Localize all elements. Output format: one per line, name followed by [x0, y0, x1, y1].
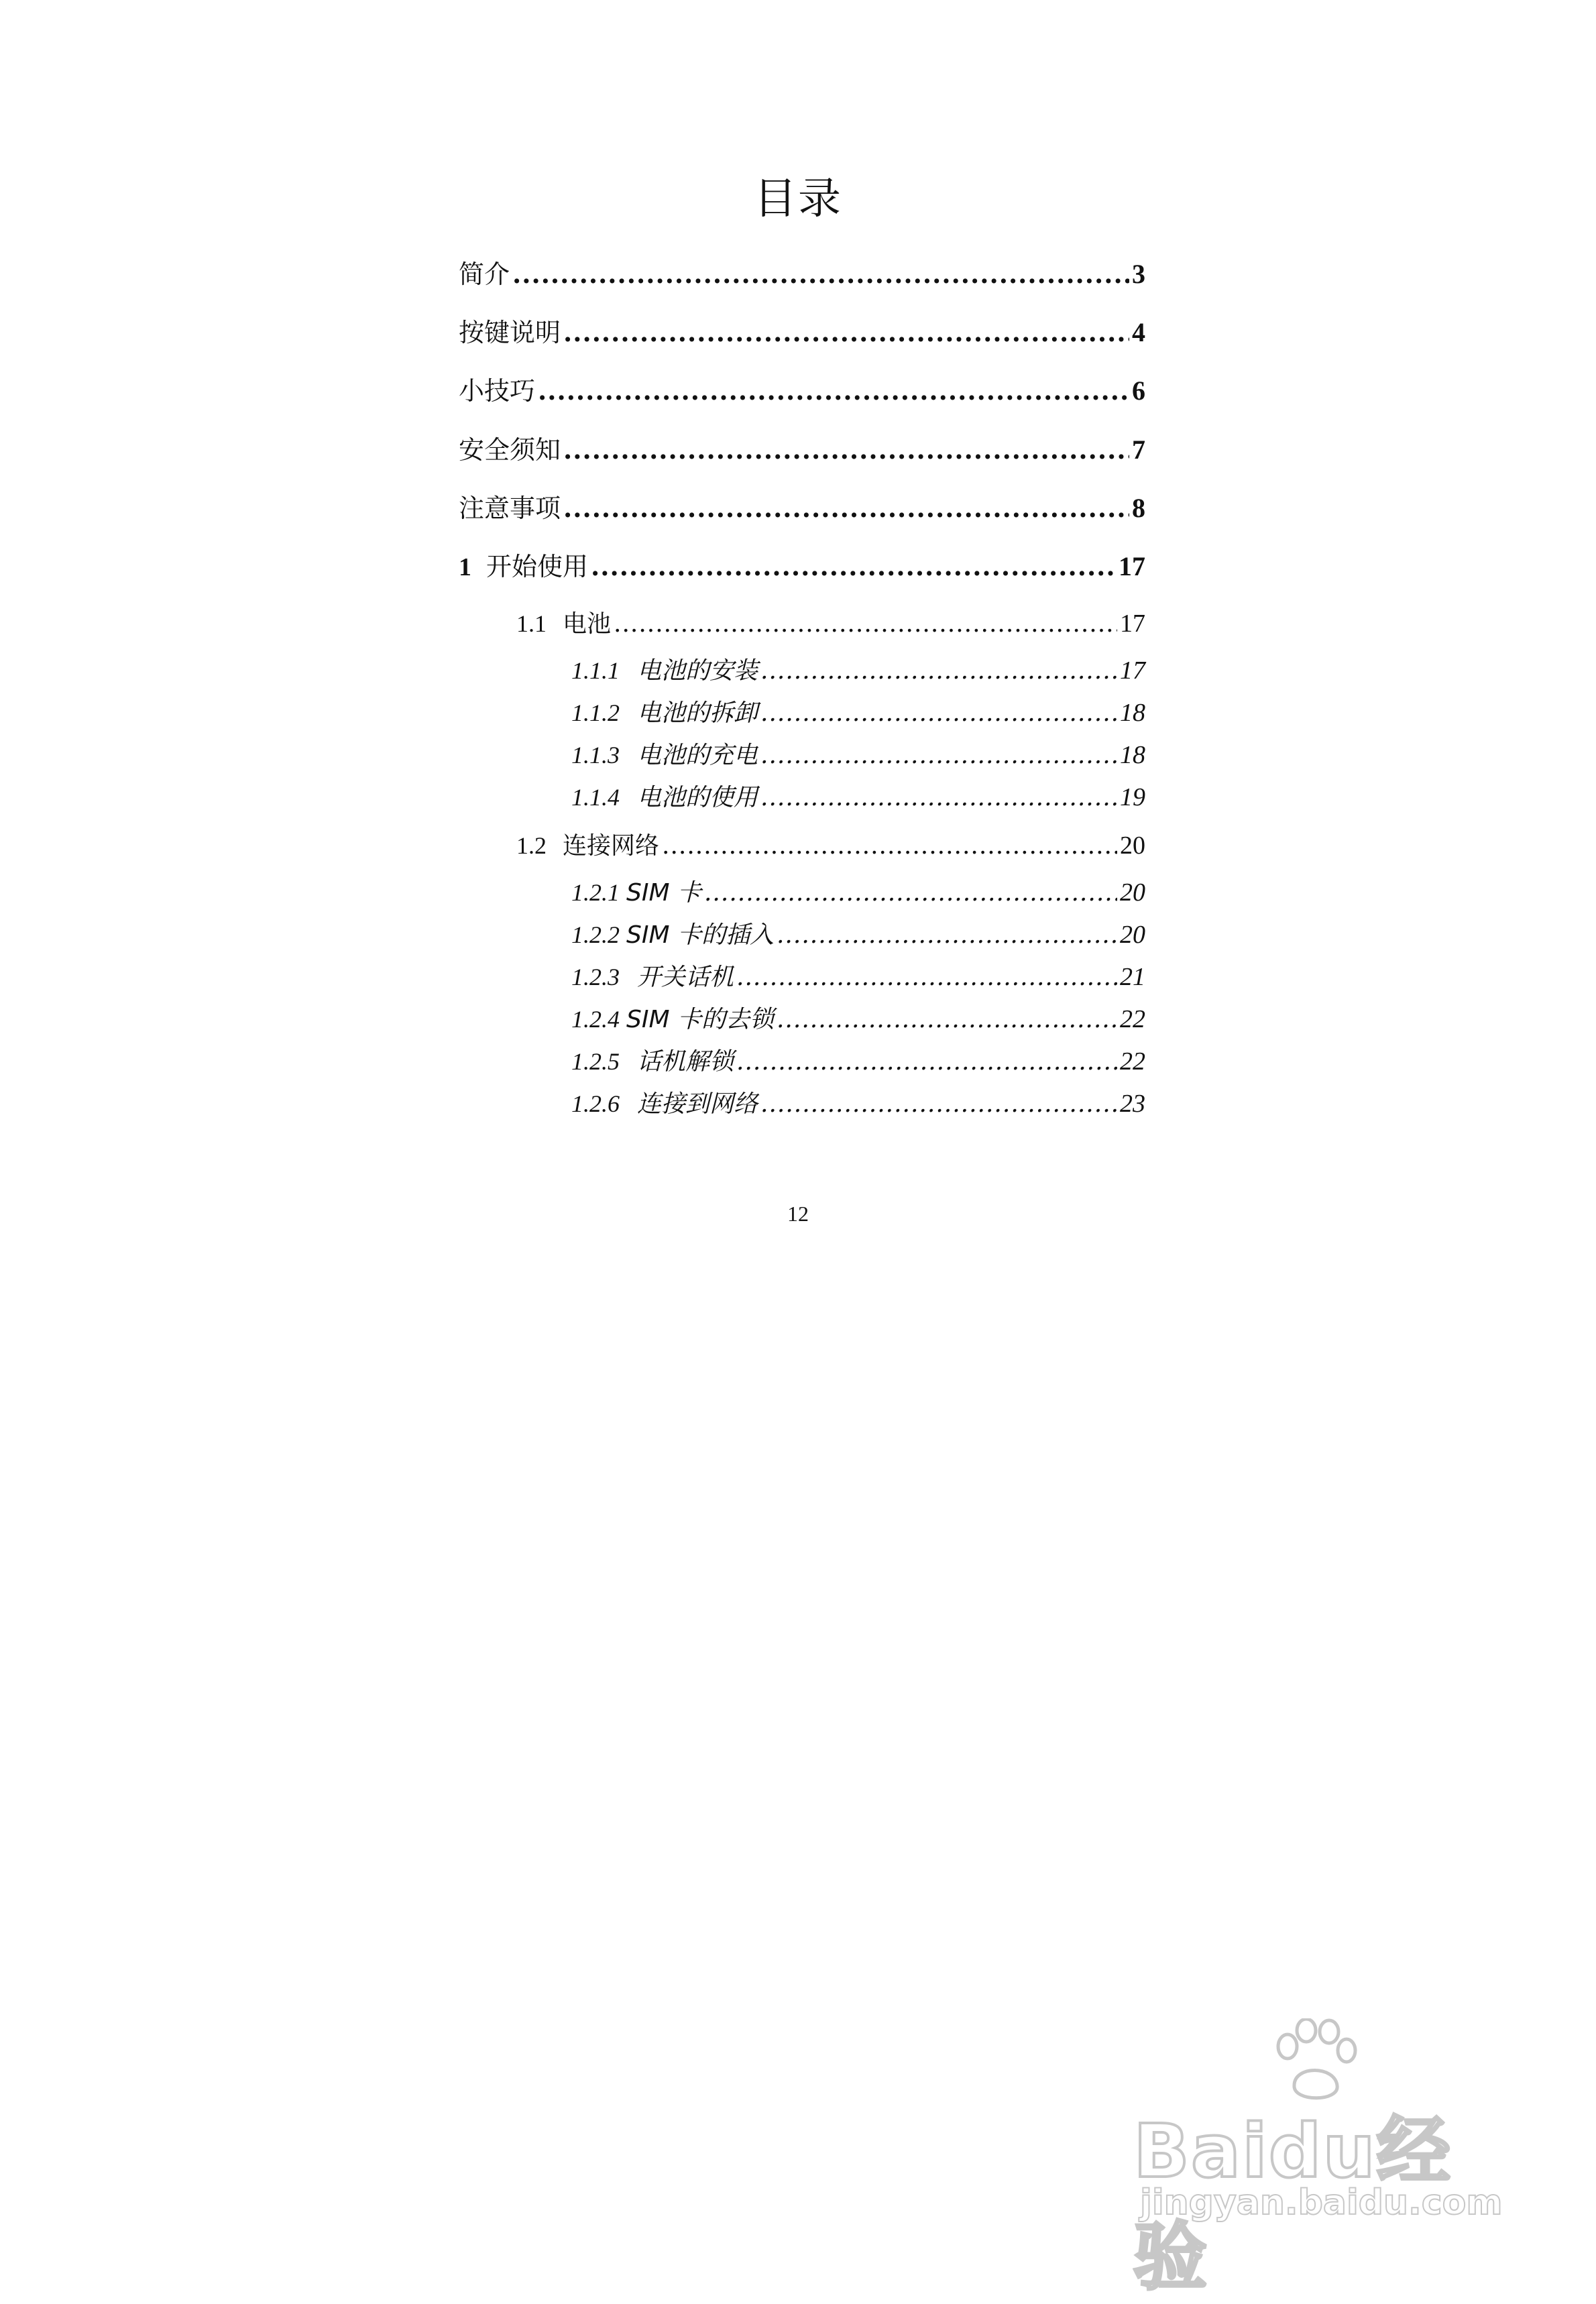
dot-leader	[563, 435, 1129, 465]
toc-entry-page: 7	[1132, 435, 1145, 465]
toc-entry-number: 1.1.2	[571, 699, 620, 726]
toc-entry-intro[interactable]	[459, 253, 1145, 294]
toc-entry-number: 1.1.4	[571, 784, 620, 811]
toc-entry-label: 连接到网络	[637, 1090, 758, 1118]
toc-entry-page: 21	[1120, 963, 1145, 991]
dot-leader	[777, 1006, 1117, 1033]
toc-entry-number: 1.1.3	[571, 742, 620, 768]
toc-entry-network[interactable]	[516, 827, 1145, 867]
toc-entry-number: 1	[459, 553, 471, 581]
dot-leader	[614, 610, 1117, 638]
toc-entry-label: 注意事项	[459, 494, 561, 523]
toc-entry-label: SIM 卡的插入	[626, 921, 774, 949]
dot-leader	[662, 832, 1117, 860]
dot-leader	[512, 259, 1129, 289]
toc-entry-label: SIM 卡的去锁	[626, 1006, 774, 1033]
toc-entry-page: 20	[1120, 921, 1145, 949]
toc-entry-sim-insert[interactable]	[571, 916, 1145, 956]
toc-entry-number: 1.2.2	[571, 921, 620, 948]
dot-leader	[736, 964, 1117, 991]
toc-entry-tips[interactable]	[459, 370, 1145, 410]
toc-entry-page: 20	[1120, 831, 1145, 860]
dot-leader	[736, 1048, 1117, 1076]
watermark-brand: Baidu经验	[1133, 2108, 1452, 2300]
toc-entry-label: 电池的拆卸	[637, 699, 758, 727]
dot-leader	[538, 376, 1129, 406]
dot-leader	[760, 742, 1117, 769]
page-title: 目录	[754, 174, 842, 224]
toc-entry-page: 17	[1120, 656, 1145, 685]
dot-leader	[563, 317, 1129, 347]
toc-entry-label: 电池	[563, 610, 612, 638]
toc-entry-number: 1.2.1	[571, 879, 620, 906]
toc-entry-label: 安全须知	[459, 435, 561, 465]
toc-entry-battery-use[interactable]	[571, 779, 1145, 819]
toc-entry-battery-install[interactable]	[571, 652, 1145, 692]
dot-leader	[760, 657, 1117, 685]
toc-entry-number: 1.1	[516, 610, 547, 637]
toc-entry-number: 1.2.5	[571, 1048, 620, 1075]
dot-leader	[760, 784, 1117, 811]
toc-entry-connect-network[interactable]	[571, 1085, 1145, 1125]
toc-entry-page: 3	[1132, 259, 1145, 289]
toc-entry-notes[interactable]	[459, 487, 1145, 528]
toc-entry-number: 1.2	[516, 832, 547, 859]
toc-entry-page: 20	[1120, 878, 1145, 907]
toc-entry-safety[interactable]	[459, 429, 1145, 469]
dot-leader	[704, 879, 1117, 907]
toc-entry-power-on-off[interactable]	[571, 958, 1145, 998]
toc-entry-battery[interactable]	[516, 605, 1145, 645]
toc-entry-label: 开始使用	[486, 552, 589, 581]
toc-entry-page: 6	[1132, 376, 1145, 406]
toc-entry-number: 1.1.1	[571, 657, 620, 684]
toc-entry-sim-card[interactable]	[571, 874, 1145, 914]
toc-entry-battery-charge[interactable]	[571, 736, 1145, 776]
dot-leader	[591, 551, 1116, 581]
toc-entry-number: 1.2.3	[571, 964, 620, 990]
toc-entry-page: 4	[1132, 317, 1145, 347]
toc-entry-label: 按键说明	[459, 318, 561, 347]
dot-leader	[760, 1090, 1117, 1118]
toc-entry-sim-unlock[interactable]	[571, 1000, 1145, 1041]
toc-entry-getting-started[interactable]	[459, 546, 1145, 586]
toc-entry-page: 8	[1132, 493, 1145, 523]
toc-entry-number: 1.2.6	[571, 1090, 620, 1117]
toc-entry-page: 18	[1120, 699, 1145, 727]
toc-entry-phone-unlock[interactable]	[571, 1043, 1145, 1083]
toc-entry-keys[interactable]	[459, 312, 1145, 352]
toc-entry-page: 18	[1120, 741, 1145, 769]
toc-entry-label: 开关话机	[637, 964, 734, 991]
toc-entry-label: 话机解锁	[637, 1048, 734, 1076]
toc-entry-page: 22	[1120, 1047, 1145, 1076]
toc-entry-label: 连接网络	[563, 832, 660, 860]
dot-leader	[760, 699, 1117, 727]
dot-leader	[777, 921, 1117, 949]
toc-entry-label: 电池的安装	[637, 657, 758, 685]
toc-entry-battery-remove[interactable]	[571, 694, 1145, 734]
toc-entry-number: 1.2.4	[571, 1006, 620, 1033]
toc-entry-page: 17	[1119, 551, 1145, 581]
toc-entry-page: 23	[1120, 1090, 1145, 1118]
toc-entry-label: 电池的充电	[637, 742, 758, 769]
toc-entry-label: 简介	[459, 260, 510, 289]
toc-entry-label: SIM 卡	[626, 879, 701, 907]
watermark-url: jingyan.baidu.com	[1140, 2183, 1503, 2223]
dot-leader	[563, 493, 1129, 523]
toc-entry-page: 19	[1120, 783, 1145, 811]
toc-entry-page: 17	[1120, 610, 1145, 638]
toc-entry-label: 电池的使用	[637, 784, 758, 811]
page-number: 12	[787, 1202, 809, 1226]
toc-entry-label: 小技巧	[459, 376, 536, 406]
watermark	[1133, 2018, 1509, 2300]
toc-entry-page: 22	[1120, 1005, 1145, 1033]
